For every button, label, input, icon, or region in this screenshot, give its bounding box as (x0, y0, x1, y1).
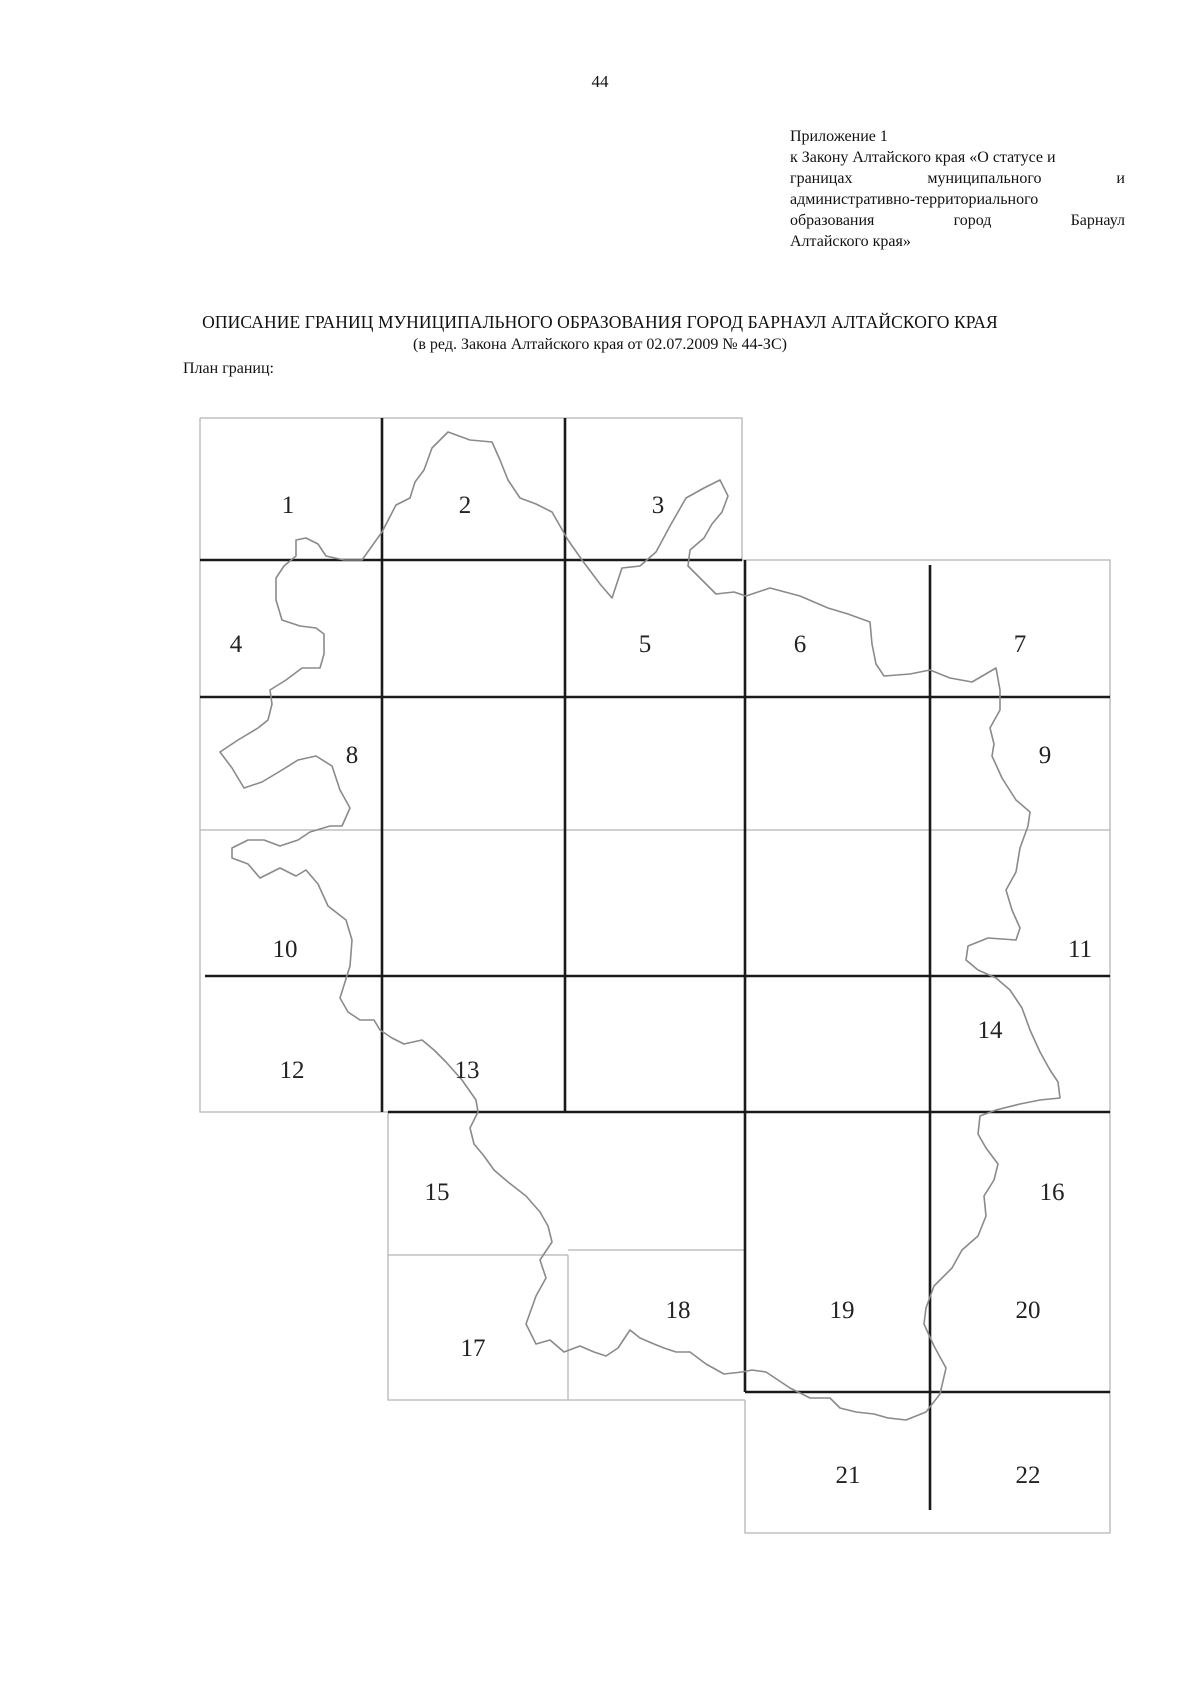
page-number: 44 (591, 72, 609, 91)
sheet-number: 21 (835, 1462, 861, 1489)
sheet-number: 13 (454, 1057, 480, 1084)
sheet-number: 12 (279, 1057, 305, 1084)
appendix-line-1: Приложение 1 (790, 128, 888, 145)
sheet-number: 17 (460, 1335, 486, 1362)
sheet-number: 3 (651, 492, 665, 519)
sheet-number: 15 (424, 1179, 450, 1206)
sheet-number: 2 (458, 492, 472, 519)
sheet-number: 7 (1013, 631, 1027, 658)
sheet-number: 10 (272, 936, 298, 963)
sheet-numbers (230, 492, 1092, 1489)
sheet-number: 1 (281, 492, 295, 519)
city-boundary-line (220, 432, 1060, 1420)
sheet-number: 9 (1038, 742, 1052, 769)
sheet-number: 4 (229, 631, 243, 658)
sheet-number: 6 (793, 631, 807, 658)
sheet-number: 8 (345, 742, 359, 769)
appendix-line-6: Алтайского края» (790, 233, 911, 250)
sheet-number: 16 (1039, 1179, 1065, 1206)
appendix-line-2: к Закону Алтайского края «О статусе и (790, 149, 1056, 166)
sheet-number: 22 (1015, 1462, 1041, 1489)
appendix-word: муниципального (927, 170, 1042, 187)
sheet-number: 19 (829, 1297, 855, 1324)
grid-lines (200, 418, 1110, 1510)
sheet-number: 18 (665, 1297, 691, 1324)
plan-label: План границ: (183, 360, 274, 377)
appendix-word: образования (790, 212, 875, 229)
appendix-line-4: административно-территориального (790, 191, 1039, 208)
document-subtitle: (в ред. Закона Алтайского края от 02.07.2009 № 44-ЗС) (413, 336, 787, 353)
appendix-word: город (953, 212, 992, 229)
sheet-number: 11 (1067, 936, 1093, 963)
appendix-word: Барнаул (1070, 212, 1125, 229)
sheet-number: 5 (638, 631, 652, 658)
sheet-number: 14 (977, 1017, 1003, 1044)
sheet-number: 20 (1015, 1297, 1041, 1324)
document-title: ОПИСАНИЕ ГРАНИЦ МУНИЦИПАЛЬНОГО ОБРАЗОВАНИЯ ГОРОД БАРНАУЛ АЛТАЙСКОГО КРАЯ (202, 312, 998, 332)
appendix-word: границах (790, 170, 853, 187)
appendix-word: и (1116, 170, 1125, 187)
